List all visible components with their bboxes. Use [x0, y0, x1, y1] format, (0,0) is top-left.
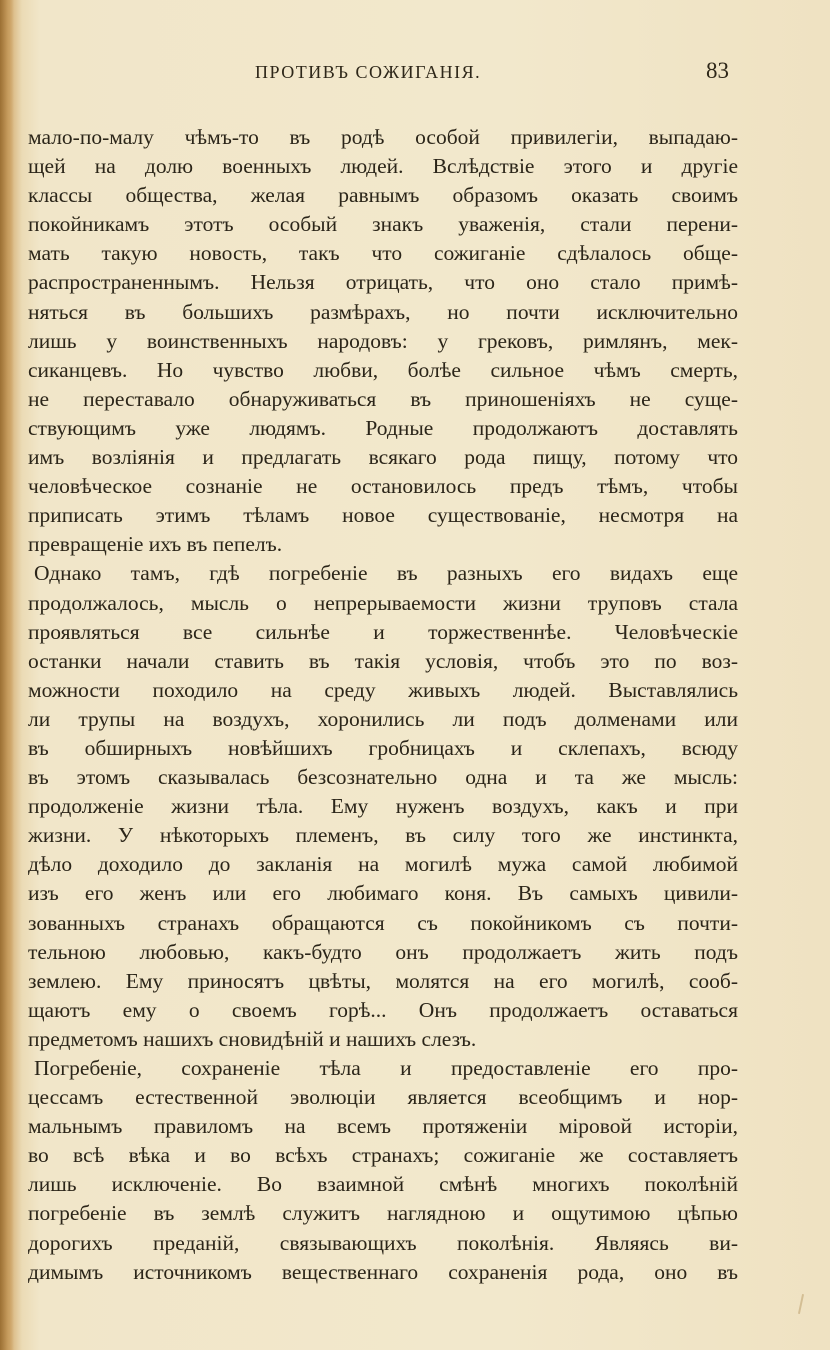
text-line: лишь у воинственныхъ народовъ: у грековъ, римлянъ, мек-: [28, 328, 738, 353]
text-line: не переставало обнаруживаться въ приношеніяхъ не суще-: [28, 386, 738, 411]
text-line: можности походило на среду живыхъ людей. Выставлялись: [28, 677, 738, 702]
text-line: мальнымъ правиломъ на всемъ протяженіи міровой исторіи,: [28, 1114, 738, 1139]
text-line: ствующимъ уже людямъ. Родные продолжаютъ доставлять: [28, 415, 738, 440]
page-header: [0, 56, 830, 88]
text-line: сиканцевъ. Но чувство любви, болѣе сильное чѣмъ смерть,: [28, 357, 738, 382]
page-number: 83: [706, 58, 729, 83]
text-line: дорогихъ преданій, связывающихъ поколѣнія. Являясь ви-: [28, 1230, 738, 1255]
text-line: превращеніе ихъ въ пепелъ.: [28, 532, 283, 557]
text-line: классы общества, желая равнымъ образомъ оказать своимъ: [28, 183, 738, 208]
text-line: Однако тамъ, гдѣ погребеніе въ разныхъ его видахъ еще: [34, 561, 738, 586]
text-line: останки начали ставить въ такія условія, чтобъ это по воз-: [28, 648, 738, 673]
text-line: димымъ источникомъ вещественнаго сохраненія рода, оно въ: [28, 1259, 738, 1284]
text-line: дѣло доходило до закланія на могилѣ мужа самой любимой: [28, 852, 738, 877]
text-line: приписать этимъ тѣламъ новое существованіе, несмотря на: [28, 503, 738, 528]
text-line: няться въ большихъ размѣрахъ, но почти исключительно: [28, 299, 738, 324]
text-line: во всѣ вѣка и во всѣхъ странахъ; сожиганіе же составляетъ: [28, 1143, 738, 1168]
body-text: [28, 123, 738, 1287]
text-line: погребеніе въ землѣ служитъ наглядною и ощутимою цѣпью: [28, 1201, 738, 1226]
text-line: щаютъ ему о своемъ горѣ... Онъ продолжаетъ оставаться: [28, 997, 738, 1022]
paragraph-3: [28, 1054, 738, 1287]
text-line: зованныхъ странахъ обращаются съ покойникомъ съ почти-: [28, 910, 738, 935]
text-line: въ обширныхъ новѣйшихъ гробницахъ и склепахъ, всюду: [28, 735, 738, 760]
text-line: цессамъ естественной эволюціи является всеобщимъ и нор-: [28, 1085, 738, 1110]
text-line: землею. Ему приносятъ цвѣты, молятся на его могилѣ, сооб-: [28, 968, 738, 993]
text-line: предметомъ нашихъ сновидѣній и нашихъ слезъ.: [28, 1026, 477, 1051]
text-line: мало-по-малу чѣмъ-то въ родѣ особой привилегіи, выпадаю-: [28, 125, 738, 149]
text-line: Погребеніе, сохраненіе тѣла и предоставленіе его про-: [34, 1056, 738, 1080]
text-line: въ этомъ сказывалась безсознательно одна и та же мысль:: [28, 765, 738, 790]
text-line: изъ его женъ или его любимаго коня. Въ самыхъ цивили-: [28, 881, 738, 906]
binding-shadow: [0, 0, 14, 1350]
text-line: человѣческое сознаніе не остановилось предъ тѣмъ, чтобы: [28, 474, 738, 499]
text-line: продолженіе жизни тѣла. Ему нуженъ воздухъ, какъ и при: [28, 794, 738, 819]
text-line: мать такую новость, такъ что сожиганіе сдѣлалось обще-: [28, 241, 738, 266]
text-line: распространеннымъ. Нельзя отрицать, что оно стало примѣ-: [28, 270, 738, 295]
paper-mark: [798, 1294, 804, 1314]
text-line: жизни. У нѣкоторыхъ племенъ, въ силу того же инстинкта,: [28, 823, 738, 848]
paragraph-2: [28, 559, 738, 1054]
text-line: продолжалось, мысль о непрерываемости жизни труповъ стала: [28, 590, 738, 615]
text-line: покойникамъ этотъ особый знакъ уваженія, стали перени-: [28, 212, 738, 237]
paragraph-1: [28, 123, 738, 559]
text-line: имъ возліянія и предлагать всякаго рода пищу, потому что: [28, 445, 738, 470]
text-line: тельною любовью, какъ-будто онъ продолжаетъ жить подъ: [28, 939, 738, 964]
text-line: ли трупы на воздухъ, хоронились ли подъ долменами или: [28, 706, 738, 731]
text-line: проявляться все сильнѣе и торжественнѣе. Человѣческіе: [28, 619, 738, 644]
text-line: щей на долю военныхъ людей. Вслѣдствіе этого и другіе: [28, 154, 738, 179]
running-title: ПРОТИВЪ СОЖИГАНІЯ.: [255, 62, 482, 82]
text-line: лишь исключеніе. Во взаимной смѣнѣ многихъ поколѣній: [28, 1172, 738, 1197]
